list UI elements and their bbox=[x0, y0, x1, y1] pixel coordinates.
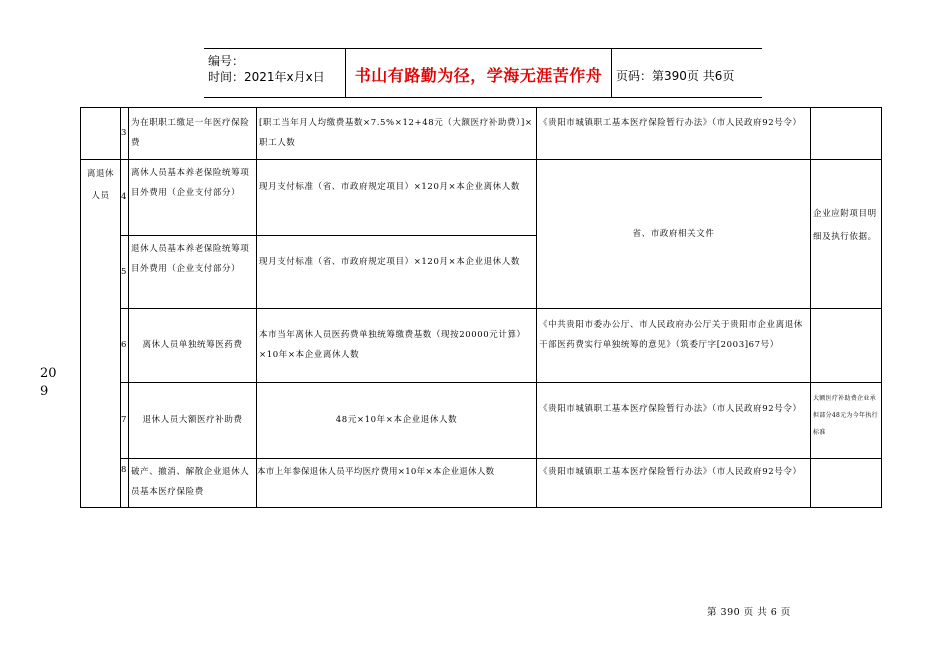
row4-item: 离休人员基本养老保险统筹项目外费用（企业支付部分） bbox=[131, 168, 250, 198]
table-border-left bbox=[80, 107, 81, 508]
row5-item: 退休人员基本养老保险统筹项目外费用（企业支付部分） bbox=[131, 244, 250, 274]
rows4-5-basis: 省、市政府相关文件 bbox=[632, 228, 715, 239]
header-center-cell bbox=[346, 48, 612, 98]
row8-item: 破产、撤消、解散企业退休人员基本医疗保险费 bbox=[131, 467, 250, 497]
row8-basis: 《贵阳市城镇职工基本医疗保险暂行办法》（市人民政府92号令） bbox=[539, 467, 802, 477]
header-right-cell bbox=[612, 48, 762, 98]
row6-number: 6 bbox=[120, 340, 127, 350]
header-motto: 书山有路勤为径，学海无涯苦作舟 bbox=[354, 66, 603, 85]
document-time-label: 时间：2021年x月x日 bbox=[208, 70, 325, 84]
side-page-number-top: 20 bbox=[40, 366, 57, 381]
document-number-label: 编号： bbox=[208, 54, 245, 68]
header-bottom-rule bbox=[204, 97, 762, 98]
expense-table bbox=[80, 107, 882, 507]
table-rule-top bbox=[80, 107, 882, 108]
row3-standard: [职工当年月人均缴费基数×7.5%×12+48元（大额医疗补助费）]×职工人数 bbox=[259, 118, 533, 148]
row7-item: 退休人员大额医疗补助费 bbox=[142, 415, 243, 425]
table-rule-row4 bbox=[120, 235, 536, 236]
row6-basis: 《中共贵阳市委办公厅、市人民政府办公厅关于贵阳市企业离退休干部医药费实行单独统筹的意见》（筑委厅字[2003]67号） bbox=[539, 320, 803, 350]
table-rule-row7 bbox=[120, 458, 882, 459]
row3-number: 3 bbox=[120, 128, 127, 138]
row6-standard: 本市当年离休人员医药费单独统筹缴费基数（现按20000元计算）×10年×本企业离休人数 bbox=[259, 330, 526, 360]
row8-standard: 本市上年参保退休人员平均医疗费用×10年×本企业退休人数 bbox=[257, 467, 495, 477]
header-left-cell bbox=[204, 48, 346, 98]
row7-basis: 《贵阳市城镇职工基本医疗保险暂行办法》（市人民政府92号令） bbox=[539, 404, 802, 414]
row3-item: 为在职职工缴足一年医疗保险费 bbox=[131, 118, 250, 148]
row4-number: 4 bbox=[120, 192, 127, 202]
row3-basis: 《贵阳市城镇职工基本医疗保险暂行办法》（市人民政府92号令） bbox=[539, 118, 802, 128]
table-border-right bbox=[881, 107, 882, 508]
row5-standard: 现月支付标准（省、市政府规定项目）×120月×本企业退休人数 bbox=[259, 257, 520, 267]
page-footer: 第 390 页 共 6 页 bbox=[707, 607, 791, 618]
row7-note: 大额医疗补助费企业承担部分48元为今年执行标准 bbox=[813, 395, 878, 436]
row5-number: 5 bbox=[120, 266, 127, 277]
table-rule-bottom bbox=[80, 507, 882, 508]
row4-standard: 现月支付标准（省、市政府规定项目）×120月×本企业离休人数 bbox=[259, 182, 520, 192]
table-col-sep-5 bbox=[810, 107, 811, 508]
rows4-5-note: 企业应附项目明细及执行依据。 bbox=[813, 209, 877, 242]
header-page-code: 页码：第390页 共6页 bbox=[616, 69, 735, 83]
side-page-number-bottom: 9 bbox=[40, 384, 49, 399]
document-header bbox=[204, 48, 762, 98]
group-label: 离退休人员 bbox=[86, 169, 115, 201]
row6-item: 离休人员单独统筹医药费 bbox=[142, 340, 243, 350]
row8-number: 8 bbox=[120, 465, 127, 475]
row7-standard: 48元×10年×本企业退休人数 bbox=[335, 415, 458, 425]
row7-number: 7 bbox=[120, 415, 127, 425]
